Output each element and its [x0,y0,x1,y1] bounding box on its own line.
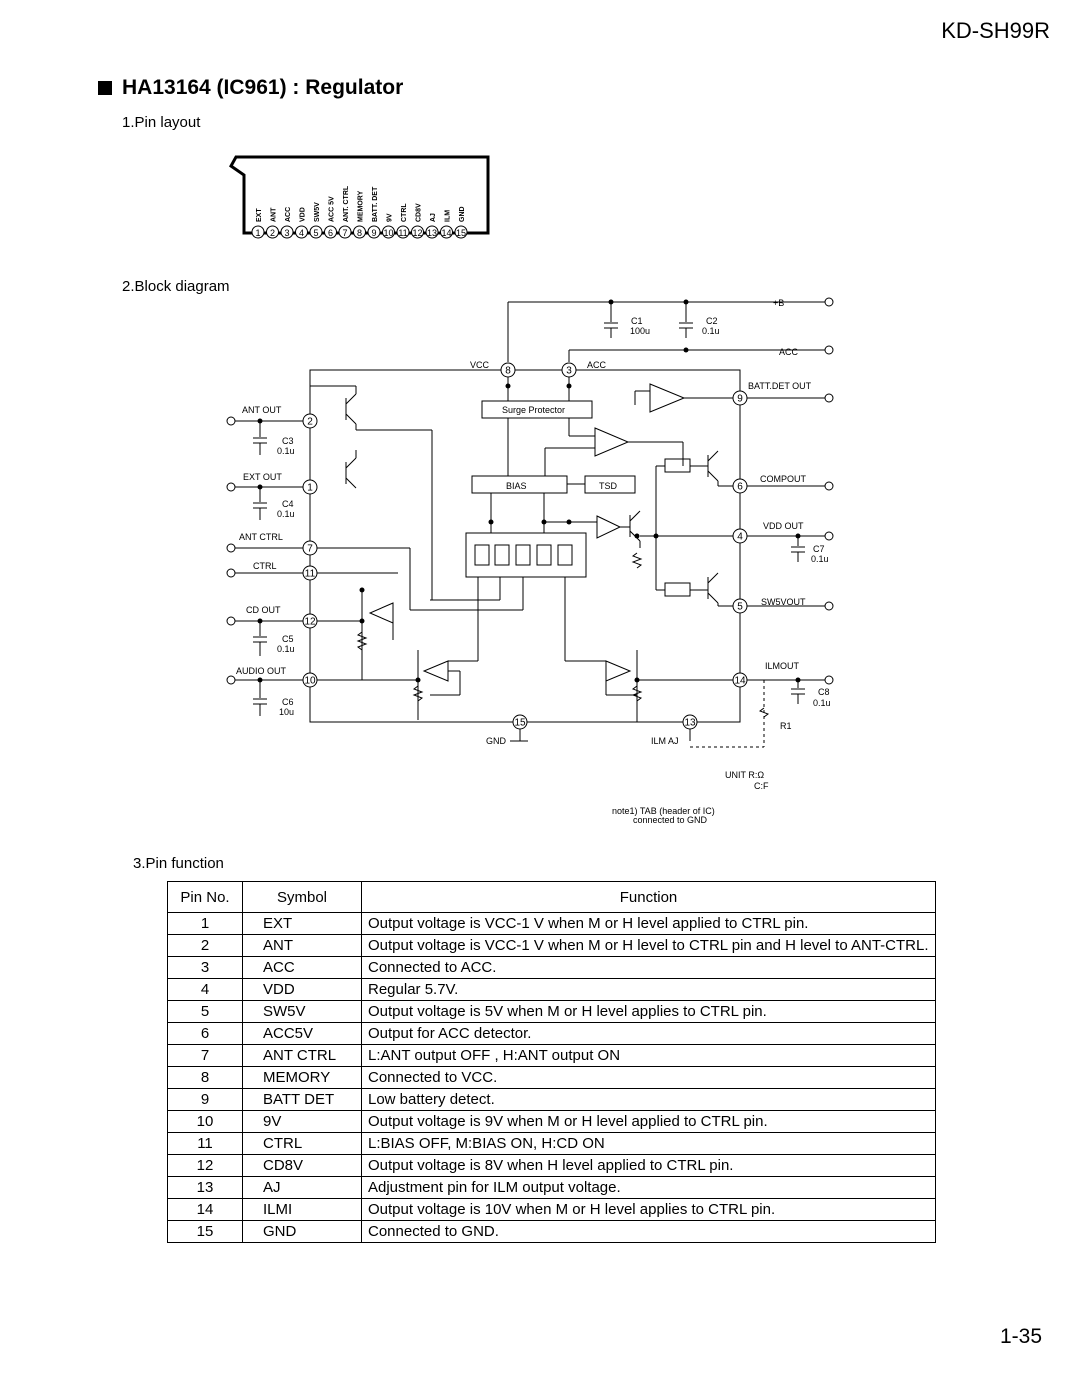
pin-no-cell: 4 [168,979,243,1001]
pin-no-cell: 1 [168,913,243,935]
label-plus-b: +B [773,298,785,308]
label-unit-c: C:F [754,781,769,791]
symbol-cell: CTRL [243,1133,362,1155]
diagram-pin-number: 15 [514,717,526,729]
label-c5: C5 [282,634,294,644]
table-header-row [168,882,936,913]
label-vcc: VCC [470,360,490,370]
diagram-pin-number: 11 [304,568,316,580]
label-c5-val: 0.1u [277,644,295,654]
label-cd-out: CD OUT [246,605,281,615]
label-c2-val: 0.1u [702,326,720,336]
symbol-cell: AJ [243,1177,362,1199]
label-c6-val: 10u [279,707,295,717]
label-c3: C3 [282,436,294,446]
pin-layout-label: AJ [430,213,437,222]
table-row [168,1221,936,1243]
function-cell: Output voltage is 8V when H level applied to CTRL pin. [362,1155,936,1177]
table-row [168,1089,936,1111]
label-unit-r: UNIT R:Ω [725,770,765,780]
section-title-text: HA13164 (IC961) : Regulator [122,76,404,99]
symbol-cell: VDD [243,979,362,1001]
function-cell: Connected to ACC. [362,957,936,979]
table-row [168,1155,936,1177]
diagram-pin-number: 3 [566,365,572,377]
function-cell: Connected to VCC. [362,1067,936,1089]
pin-layout-label: VDD [299,207,307,222]
pin-no-cell: 13 [168,1177,243,1199]
pin-layout-number: 14 [441,228,452,238]
symbol-cell: CD8V [243,1155,362,1177]
pin-layout-number: 12 [412,228,423,238]
pin-no-cell: 11 [168,1133,243,1155]
function-cell: Connected to GND. [362,1221,936,1243]
diagram-pin-number: 6 [737,481,743,493]
label-c2: C2 [706,316,718,326]
diagram-pin-number: 4 [737,531,743,543]
col-pin-no: Pin No. [168,882,243,913]
label-batt-det-out: BATT.DET OUT [748,381,812,391]
pin-no-cell: 5 [168,1001,243,1023]
symbol-cell: ACC [243,957,362,979]
label-ext-out: EXT OUT [243,472,282,482]
pin-layout-label: EXT [256,208,263,222]
symbol-cell: ILMI [243,1199,362,1221]
diagram-pin-number: 5 [737,601,743,613]
pin-layout-number: 7 [342,228,348,238]
label-c7: C7 [813,544,825,554]
pin-layout-label: BATT. DET [372,186,379,222]
label-tsd: TSD [599,481,617,491]
table-row [168,1001,936,1023]
pin-no-cell: 8 [168,1067,243,1089]
pin-layout-number: 9 [371,228,377,238]
pin-layout-number: 2 [269,228,276,238]
label-surge: Surge Protector [502,405,566,415]
pin-layout-number: 13 [426,228,438,238]
table-row [168,979,936,1001]
table-row [168,1111,936,1133]
table-row [168,1023,936,1045]
symbol-cell: ANT [243,935,362,957]
label-compout: COMPOUT [760,474,806,484]
label-ant-ctrl: ANT CTRL [239,532,283,542]
label-sw5vout: SW5VOUT [761,597,806,607]
table-row [168,935,936,957]
function-cell: L:ANT output OFF , H:ANT output ON [362,1045,936,1067]
label-acc-out: ACC [779,347,799,357]
pin-layout-label: ANT [270,207,278,222]
pin-no-cell: 10 [168,1111,243,1133]
table-row [168,957,936,979]
pin-no-cell: 9 [168,1089,243,1111]
pin-function-heading: 3.Pin function [133,855,224,872]
label-c8-val: 0.1u [813,698,831,708]
label-ant-out: ANT OUT [242,405,282,415]
pin-layout-heading: 1.Pin layout [122,114,201,131]
pin-function-rows [168,913,936,1243]
function-cell: Output for ACC detector. [362,1023,936,1045]
label-c4-val: 0.1u [277,509,295,519]
function-cell: L:BIAS OFF, M:BIAS ON, H:CD ON [362,1133,936,1155]
pin-layout-number: 15 [455,228,467,238]
label-c1: C1 [631,316,643,326]
pin-no-cell: 12 [168,1155,243,1177]
label-c8: C8 [818,687,830,697]
pin-layout-number: 4 [298,228,305,238]
pin-no-cell: 7 [168,1045,243,1067]
pin-layout-label: ANT. CTRL [343,185,350,222]
function-cell: Output voltage is 9V when M or H level applied to CTRL pin. [362,1111,936,1133]
symbol-cell: ANT CTRL [243,1045,362,1067]
label-ctrl: CTRL [253,561,277,571]
pin-layout-label: ACC 5V [328,196,336,222]
diagram-pin-number: 8 [505,365,511,377]
diagram-pin-number: 12 [304,616,316,628]
pin-layout-label: SW5V [314,202,321,222]
pin-no-cell: 3 [168,957,243,979]
page-number: 1-35 [999,1325,1042,1348]
pin-no-cell: 14 [168,1199,243,1221]
label-c6: C6 [282,697,294,707]
label-gnd: GND [486,736,506,746]
symbol-cell: ACC5V [243,1023,362,1045]
label-acc: ACC [587,360,607,370]
label-note2: connected to GND [633,815,708,825]
symbol-cell: MEMORY [243,1067,362,1089]
table-row [168,1045,936,1067]
diagram-pin-number: 1 [307,482,313,494]
label-ilm-aj: ILM AJ [651,736,679,746]
pin-layout-label: GND [459,206,466,222]
pin-layout-number: 1 [255,228,261,238]
table-row [168,913,936,935]
pin-layout-label: MEMORY [357,190,365,222]
table-row [168,1067,936,1089]
pin-layout-number: 8 [356,228,363,238]
diagram-pin-number: 9 [737,393,743,405]
function-cell: Regular 5.7V. [362,979,936,1001]
function-cell: Adjustment pin for ILM output voltage. [362,1177,936,1199]
function-cell: Output voltage is 5V when M or H level applies to CTRL pin. [362,1001,936,1023]
pin-layout-label: CTRL [401,203,408,222]
label-r1: R1 [780,721,792,731]
table-row [168,1177,936,1199]
symbol-cell: BATT DET [243,1089,362,1111]
pin-layout-label: 9V [386,213,394,222]
function-cell: Output voltage is VCC-1 V when M or H level applied to CTRL pin. [362,913,936,935]
function-cell: Output voltage is 10V when M or H level applies to CTRL pin. [362,1199,936,1221]
pin-function-table [167,881,936,1243]
symbol-cell: GND [243,1221,362,1243]
label-c1-val: 100u [630,326,651,336]
pin-layout-number: 11 [398,228,408,238]
block-diagram-heading: 2.Block diagram [122,278,230,295]
pin-layout-number: 5 [313,228,319,238]
table-row [168,1133,936,1155]
symbol-cell: SW5V [243,1001,362,1023]
pin-layout-number: 3 [284,228,290,238]
model-number: KD-SH99R [941,18,1050,43]
label-c3-val: 0.1u [277,446,295,456]
label-vdd-out: VDD OUT [763,521,804,531]
diagram-pin-number: 7 [307,543,313,555]
table-row [168,1199,936,1221]
col-symbol: Symbol [243,882,362,913]
label-ilmout: ILMOUT [765,661,800,671]
pin-layout-label: CD8V [415,203,423,222]
label-note1: note1) TAB (header of IC) [612,806,715,816]
function-cell: Output voltage is VCC-1 V when M or H level to CTRL pin and H level to ANT-CTRL. [362,935,936,957]
pin-no-cell: 15 [168,1221,243,1243]
diagram-pin-number: 13 [684,717,696,729]
diagram-pin-number: 10 [304,675,316,687]
label-c4: C4 [282,499,294,509]
symbol-cell: 9V [243,1111,362,1133]
diagram-pin-number: 2 [307,416,313,428]
symbol-cell: EXT [243,913,362,935]
pin-layout-label: ACC [285,206,292,222]
pin-layout-number: 6 [327,228,334,238]
pin-layout-label: ILM [444,209,452,222]
pin-no-cell: 2 [168,935,243,957]
diagram-pin-number: 14 [734,675,746,687]
col-function: Function [362,882,936,913]
label-bias: BIAS [506,481,527,491]
label-audio-out: AUDIO OUT [236,666,287,676]
function-cell: Low battery detect. [362,1089,936,1111]
label-c7-val: 0.1u [811,554,829,564]
pin-no-cell: 6 [168,1023,243,1045]
pin-layout-number: 10 [383,228,394,238]
